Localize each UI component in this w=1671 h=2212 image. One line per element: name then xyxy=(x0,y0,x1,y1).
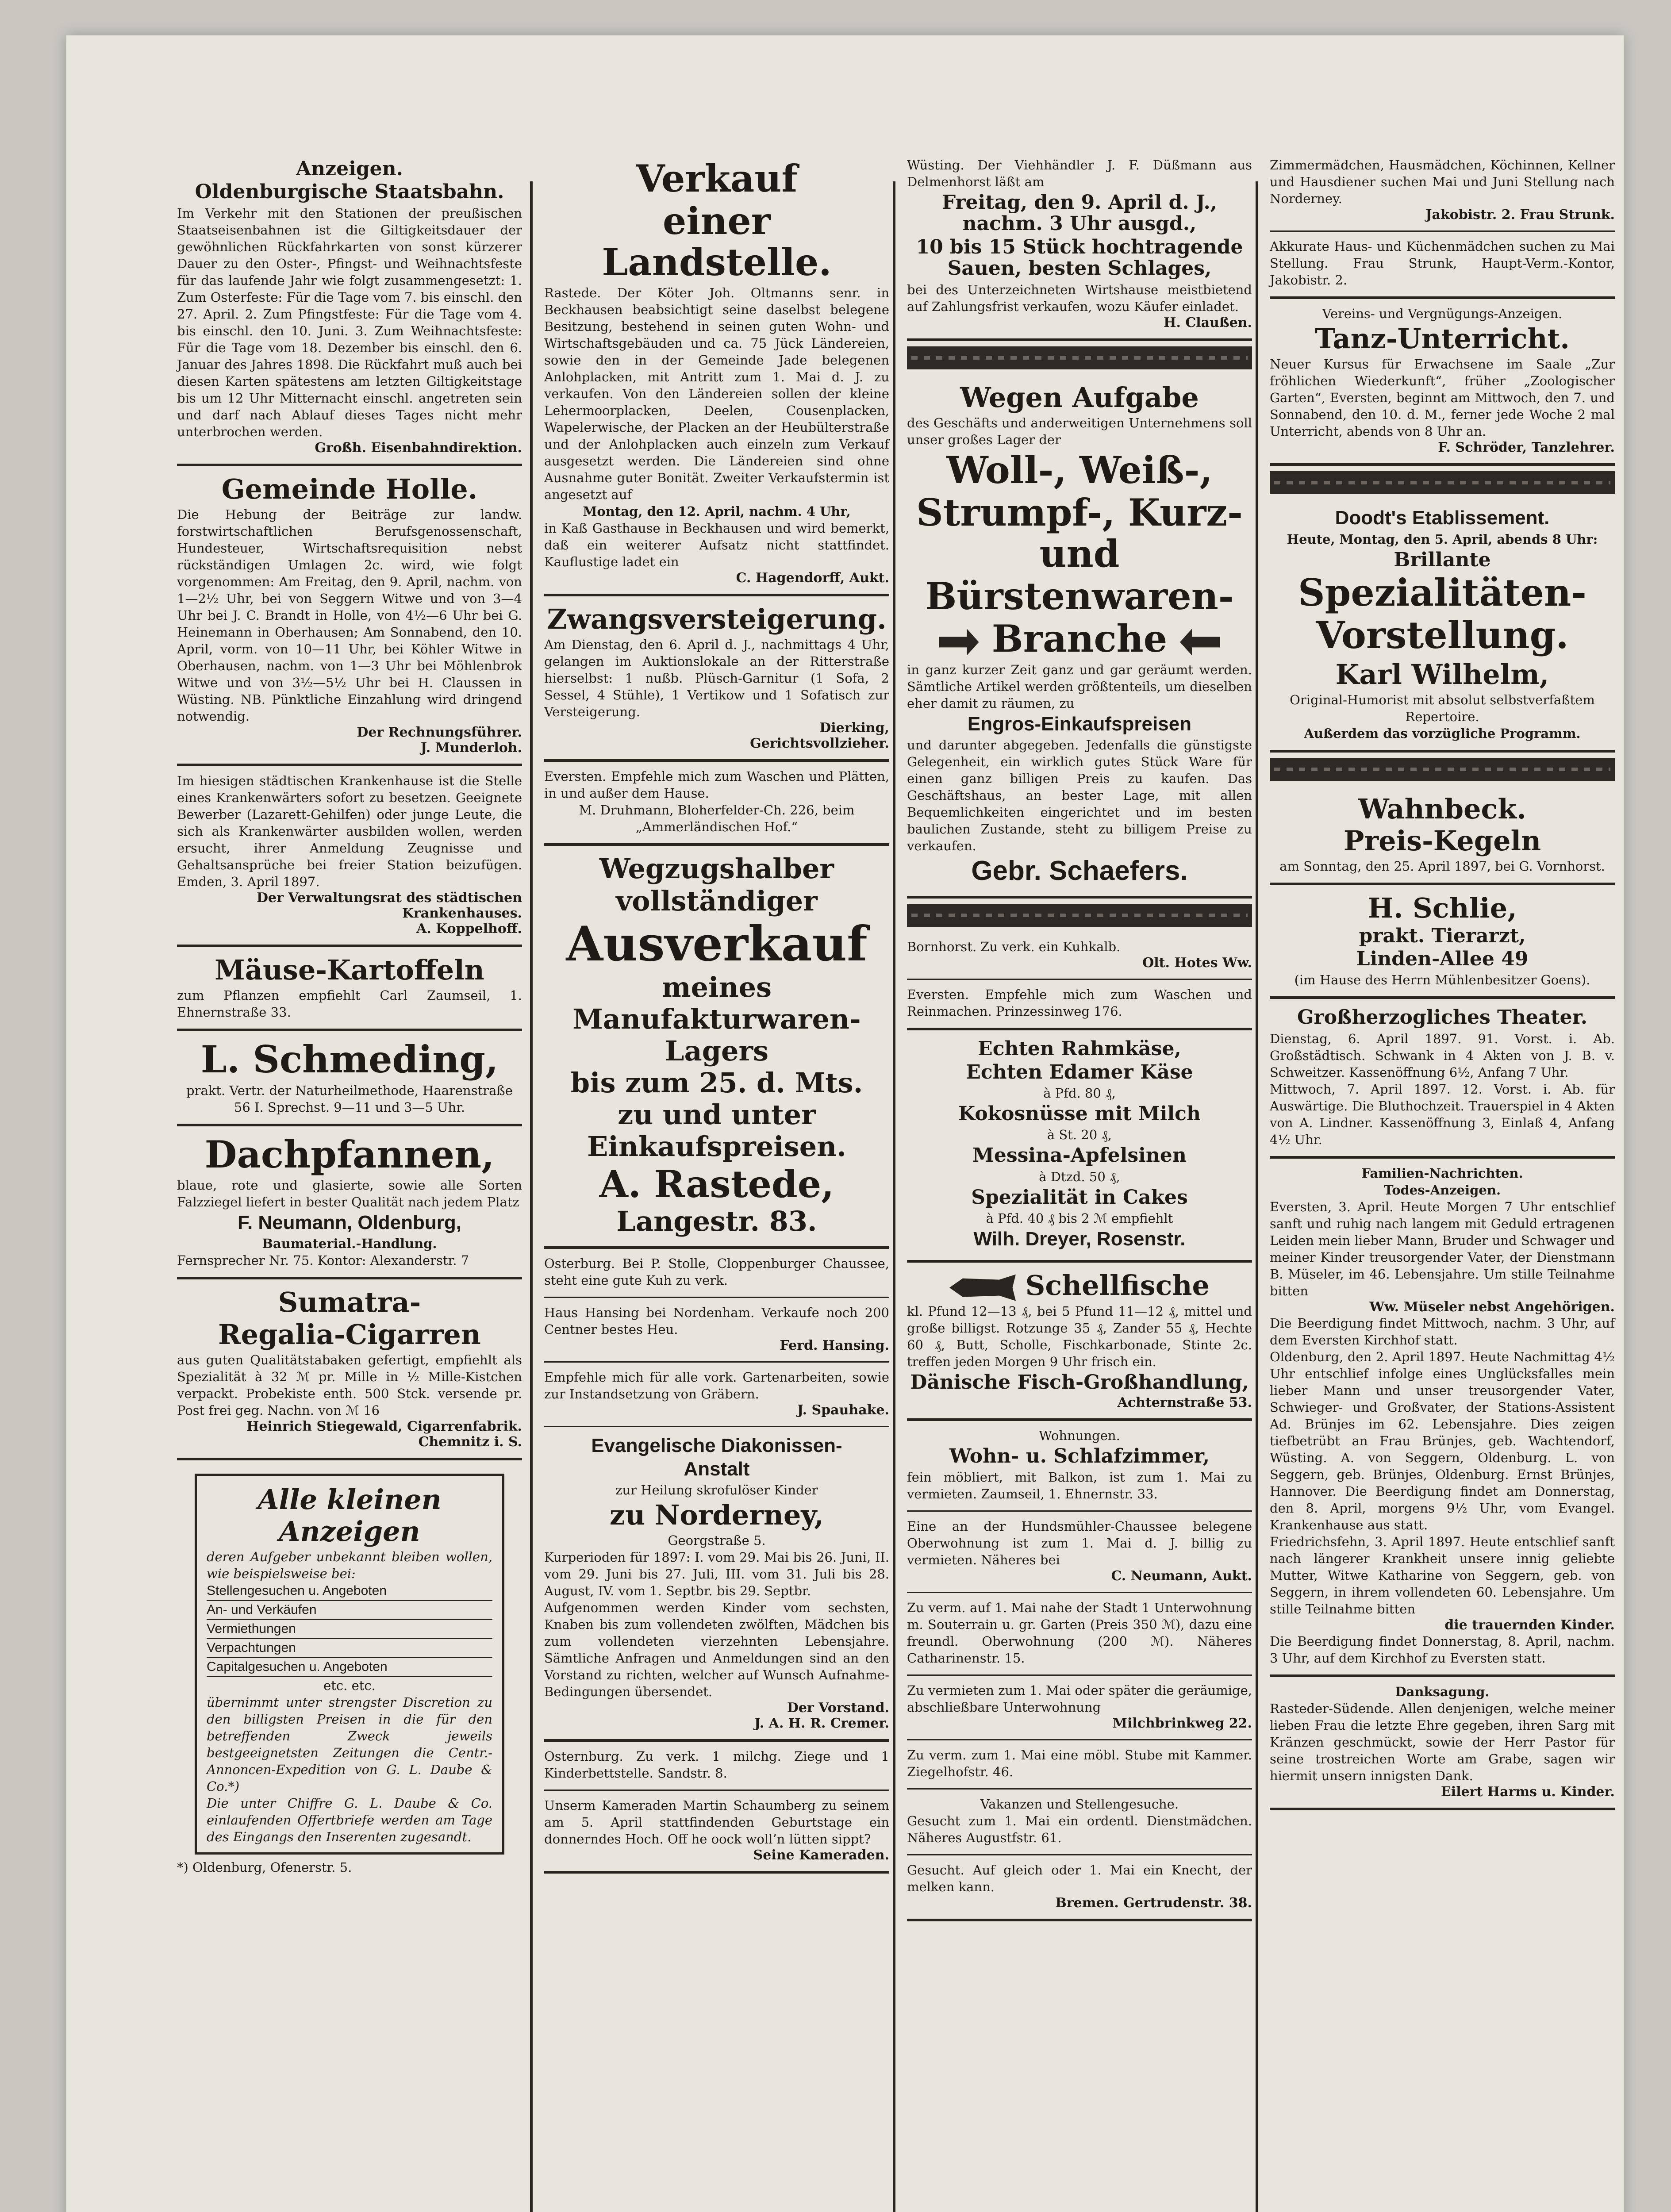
ad-title: Mäuse-Kartoffeln xyxy=(215,953,484,986)
ad-daube-box xyxy=(195,1474,504,1855)
ad-etc: etc. etc. xyxy=(323,1678,376,1694)
ad-body: Die Beerdigung findet Mittwoch, nachm. 3 Uhr, auf dem Eversten Kirchhof statt. xyxy=(1270,1315,1615,1348)
ad-body: aus guten Qualitätstabaken gefertigt, empfiehlt als Spezialität à 32 ℳ pr. Mille in ½ Mille-Kistchen verpackt. Probekiste enth. 500 Stck. versende pr. Post frei geg. Nachn. von ℳ 16 xyxy=(177,1352,522,1418)
ad-body: Empfehle mich für alle vork. Gartenarbeiten, sowie zur Instandsetzung von Gräbern. xyxy=(544,1370,889,1402)
ad-staatsbahn xyxy=(177,150,522,466)
ad-signature: Jakobistr. 2. Frau Strunk. xyxy=(1425,207,1615,223)
ad-kuhkalb xyxy=(907,932,1252,980)
ad-body: blaue, rote und glasierte, sowie alle Sorten Falzziegel liefert in bester Qualität nach jedem Platz xyxy=(177,1177,522,1210)
ad-title: Evangelische Diakonissen- xyxy=(591,1435,842,1457)
ad-date: Freitag, den 9. April d. J., nachm. 3 Uhr ausgd., xyxy=(941,191,1218,235)
ad-title: Alle kleinen xyxy=(257,1483,442,1516)
ad-body: Eversten. Empfehle mich zum Waschen und Reinmachen. Prinzessinweg 176. xyxy=(907,987,1252,1019)
ad-body: Haus Hansing bei Nordenham. Verkaufe noch 200 Centner bestes Heu. xyxy=(544,1305,889,1337)
ad-title-with-hands xyxy=(907,618,1252,659)
ad-signature: Ferd. Hansing. xyxy=(780,1338,889,1354)
ad-title: Wegen Aufgabe xyxy=(960,381,1199,414)
ad-body: Zu vermieten zum 1. Mai oder später die geräumige, abschließbare Unterwohnung xyxy=(907,1683,1252,1715)
ad-title: Oldenburgische Staatsbahn. xyxy=(195,180,504,204)
ad-body: übernimmt unter strengster Discretion zu den billigsten Preisen in die für den betreffenden Zweck jeweils bestgeeignetsten Zeitungen die Centr.-Annoncen-Expedition von G. L. Daube & Co.*) xyxy=(207,1695,492,1794)
ad-title: Woll-, Weiß-, xyxy=(946,448,1213,492)
ad-title: Lagers xyxy=(665,1034,769,1067)
ad-aufgabe xyxy=(907,375,1252,899)
ad-title: bis zum 25. d. Mts. xyxy=(570,1067,863,1099)
section-header: Vereins- und Vergnügungs-Anzeigen. xyxy=(1322,306,1563,321)
ad-title: Anzeigen xyxy=(279,1515,420,1548)
ad-signature: Seine Kameraden. xyxy=(753,1847,889,1863)
ad-title: zu und unter xyxy=(618,1098,816,1131)
ad-body: (im Hause des Herrn Mühlenbesitzer Goens). xyxy=(1294,972,1590,988)
ad-signature: H. Claußen. xyxy=(1164,315,1252,330)
ad-title: Schellfische xyxy=(1025,1269,1210,1302)
ad-footnote: *) Oldenburg, Ofenerstr. 5. xyxy=(177,1860,352,1875)
ad-signature: Der Vorstand. xyxy=(787,1700,889,1716)
ad-signature: Milchbrinkweg 22. xyxy=(1112,1716,1252,1732)
ad-signature: Heinrich Stiegewald, Cigarrenfabrik. Chemnitz i. S. xyxy=(246,1418,522,1450)
ad-price: à Pfd. 80 ₰, xyxy=(1043,1086,1116,1101)
ad-signature: C. Neumann, Aukt. xyxy=(1111,1568,1252,1584)
fish-icon xyxy=(949,1275,1016,1301)
ad-signature: A. Koppelhoff. xyxy=(416,921,522,937)
ad-body: am Sonntag, den 25. April 1897, bei G. Vornhorst. xyxy=(1279,859,1605,874)
ad-body: Rastede. Der Köter Joh. Oltmanns senr. in Beckhausen beabsichtigt seine daselbst belegene Besitzung, bestehend in seinen guten Wohn- und Wirtschaftsgebäuden und ca. 75 Jück Ländereien, sowie den in der Gemeinde Jade belegenen Anlohplacken, mit Antritt zum 1. Mai d. J. zu verkaufen. Von den Ländereien sollen der kleine Lehermoorplacken, Deelen, Cousenplacken, Wapelerwische, der Placken an der Heubülterstraße und der Anlohplacken auch einzeln zum Verkauf ausgesetzt werden. Die Ländereien sind ohne Ausnahme guter Bonität. Zweiter Verkaufstermin ist angesetzt auf xyxy=(544,285,889,503)
ad-knecht xyxy=(907,1855,1252,1921)
ad-body: zum Pflanzen empfiehlt Carl Zaumseil, 1. Ehnernstraße 33. xyxy=(177,988,522,1020)
ad-body: Wüsting. Der Viehhändler J. F. Düßmann aus Delmenhorst läßt am xyxy=(907,157,1252,189)
ad-oberwohnung xyxy=(907,1512,1252,1593)
ad-performer xyxy=(1270,658,1615,725)
ad-price: à Dtzd. 50 ₰, xyxy=(1039,1169,1120,1184)
ad-cigarren xyxy=(177,1279,522,1460)
ad-title: A. Rastede, xyxy=(599,1162,834,1206)
ad-title: Tanz-Unterricht. xyxy=(1315,323,1570,355)
column-4 xyxy=(1261,150,1624,2212)
ad-firm: F. Neumann, Oldenburg, xyxy=(237,1211,462,1233)
ad-title: Bürstenwaren- xyxy=(925,574,1234,618)
ad-milchbrink xyxy=(907,1676,1252,1740)
ad-body: Dienstag, 6. April 1897. 91. Vorst. i. Ab. Großstädtisch. Schwank in 4 Akten von J. B. v. Schweitzer. Kassenöffnung 6½, Anfang 7 Uhr. xyxy=(1270,1031,1615,1080)
ad-body: Mittwoch, 7. April 1897. 12. Vorst. i. Ab. für Auswärtige. Die Bluthochzeit. Trauerspiel in 4 Akten von A. Lindner. Kassenöffnung 3, Einlaß 4, Anfang 4½ Uhr. xyxy=(1270,1081,1615,1147)
ad-body: bei des Unterzeichneten Wirtshause meistbietend auf Zahlungsfrist verkaufen, wozu Käufer einladet. xyxy=(907,282,1252,314)
ad-tierarzt xyxy=(1270,885,1615,999)
ad-title: vollständiger xyxy=(616,884,818,917)
section-header: Danksagung. xyxy=(1395,1684,1490,1699)
ad-zwangsversteigerung xyxy=(544,596,889,762)
list-item: Stellengesuchen u. Angeboten xyxy=(207,1582,492,1601)
ad-geburtstag xyxy=(544,1791,889,1874)
ad-body: Osternburg. Zu verk. 1 milchg. Ziege und 1 Kinderbettstelle. Sandstr. 8. xyxy=(544,1749,889,1781)
ad-schellfische xyxy=(907,1263,1252,1421)
ad-danksagung xyxy=(1270,1677,1615,1810)
ad-body: fein möbliert, mit Balkon, ist zum 1. Mai zu vermieten. Zaumseil, 1. Ehnernstr. 33. xyxy=(907,1470,1252,1502)
ad-body: Akkurate Haus- und Küchenmädchen suchen zu Mai Stellung. Frau Strunk, Haupt-Verm.-Kontor, Jakobistr. 2. xyxy=(1270,239,1615,288)
ad-signature: F. Schröder, Tanzlehrer. xyxy=(1438,440,1615,456)
ad-body: Original-Humorist mit absolut selbstverfaßtem Repertoire. xyxy=(1290,692,1595,724)
ad-body: des Geschäfts und anderweitigen Unternehmens soll unser großes Lager der xyxy=(907,415,1252,447)
ad-heu xyxy=(544,1298,889,1363)
ad-signature: Dänische Fisch-Großhandlung, xyxy=(910,1371,1249,1394)
section-header: Vakanzen und Stellengesuche. xyxy=(980,1797,1179,1812)
ad-schmeding xyxy=(177,1031,522,1126)
ad-waschen xyxy=(544,762,889,846)
column-2 xyxy=(535,150,898,2212)
ad-title: Wohn- u. Schlafzimmer, xyxy=(949,1445,1210,1468)
ad-body: Die Hebung der Beiträge zur landw. forstwirtschaftlichen Berufsgenossenschaft, Hundesteuer, Wirtschaftsrequisition nebst rückständigen Umlagen 2c. wird, wie folgt vorgenommen: Am Freitag, den 9. April, nachm. von 1—2½ Uhr, bei von Seggern Witwe und von 3—4 Uhr bei J. C. Brandt in Holle, von 4½—6 Uhr bei G. Heinemann in Oberhausen; Am Sonnabend, den 10. April, vorm. von 10—11 Uhr, bei Köhler Witwe in Oberhausen, nachm. von 1—3 Uhr bei Möhlenbrok Witwe und von 3½—5½ Uhr bei H. Claussen in Wüsting. NB. Pünktliche Einzahlung wird dringend notwendig. xyxy=(177,507,522,724)
ad-doodt xyxy=(1270,499,1615,753)
column-3 xyxy=(898,150,1261,2212)
ad-title: Sumatra- xyxy=(278,1286,421,1319)
ad-intro: deren Aufgeber unbekannt bleiben wollen, wie beispielsweise bei: xyxy=(207,1549,492,1582)
ad-title: Einkaufspreisen. xyxy=(587,1130,846,1163)
ad-ausverkauf xyxy=(544,846,889,1249)
ad-body: Zu verm. auf 1. Mai nahe der Stadt 1 Unterwohnung m. Souterrain u. gr. Garten (Preis 350 ℳ), dazu eine freundl. Oberwohnung (200 ℳ). Näheres Catharinenstr. 15. xyxy=(907,1600,1252,1666)
ad-body: Im hiesigen städtischen Krankenhause ist die Stelle eines Krankenwärters sofort zu besetzen. Geeignete Bewerber (Lazarett-Gehilfen) oder junge Leute, die sich als Krankenwärter ausbilden wollen, werden ersucht, ihrer Anmeldung Zeugnisse und Gehaltsansprüche bei freier Station beizufügen. Emden, 3. April 1897. xyxy=(177,773,522,889)
ad-title: Dachpfannen, xyxy=(204,1132,495,1176)
ad-title: Brillante xyxy=(1394,548,1491,571)
section-header: Familien-Nachrichten. xyxy=(1361,1165,1523,1181)
ad-signature: Eilert Harms u. Kinder. xyxy=(1441,1784,1615,1800)
ad-signature: Ww. Müseler nebst Angehörigen. xyxy=(1369,1299,1615,1315)
ad-telephone: Fernsprecher Nr. 75. Kontor: Alexanderstr. 7 xyxy=(177,1253,469,1268)
ad-signature: Der Verwaltungsrat des städtischen Krankenhauses. xyxy=(257,890,522,921)
section-subheader: Todes-Anzeigen. xyxy=(1383,1182,1501,1198)
ad-signature: J. Spauhake. xyxy=(797,1402,889,1418)
ad-title: Karl Wilhelm, xyxy=(1335,658,1549,691)
ad-signature: M. Druhmann, Bloherfelder-Ch. 226, beim „Ammerländischen Hof.“ xyxy=(579,803,855,835)
ad-body: in ganz kurzer Zeit ganz und gar geräumt werden. Sämtliche Artikel werden größtenteils, um dieselben eher damit zu räumen, zu xyxy=(907,662,1252,711)
list-item: Capitalgesuchen u. Angeboten xyxy=(207,1658,492,1677)
ornament-bar xyxy=(907,904,1252,927)
ad-kartoffeln xyxy=(177,947,522,1031)
ad-title: Zwangsversteigerung. xyxy=(547,603,887,636)
ad-signature: die trauernden Kinder. xyxy=(1444,1617,1615,1633)
ad-price: à St. 20 ₰, xyxy=(1047,1127,1112,1143)
ad-address: Georgstraße 5. xyxy=(668,1533,766,1548)
ad-body: Zu verm. zum 1. Mai eine möbl. Stube mit Kammer. Ziegelhofstr. 46. xyxy=(907,1747,1252,1780)
ad-date: Heute, Montag, den 5. April, abends 8 Uhr: xyxy=(1287,531,1598,547)
pointing-hand-icon xyxy=(939,629,979,655)
ad-title: Anzeigen. xyxy=(296,157,403,180)
ad-title: Spezialität in Cakes xyxy=(971,1186,1188,1209)
ad-body: Gesucht zum 1. Mai ein ordentl. Dienstmädchen. Näheres Augustfstr. 61. xyxy=(907,1813,1252,1846)
ad-title: L. Schmeding, xyxy=(200,1037,499,1082)
ad-body: Die unter Chiffre G. L. Daube & Co. einlaufenden Offertbriefe werden am Tage des Eingangs den Inserenten zugesandt. xyxy=(207,1796,492,1845)
ad-kegeln xyxy=(1270,786,1615,885)
ad-body: Außerdem das vorzügliche Programm. xyxy=(1304,726,1581,741)
ad-title: Großherzogliches Theater. xyxy=(1297,1006,1588,1029)
ad-signature: Der Rechnungsführer. xyxy=(357,724,522,740)
ad-body: Zimmermädchen, Hausmädchen, Köchinnen, Kellner und Hausdiener suchen Mai und Juni Stellung nach Norderney. xyxy=(1270,157,1615,206)
ad-kuh xyxy=(544,1249,889,1298)
ad-subtitle: prakt. Tierarzt, xyxy=(1359,924,1526,947)
ad-familien xyxy=(1270,1159,1615,1677)
ad-title: Doodt's Etablissement. xyxy=(1335,507,1550,529)
ad-signature: Bremen. Gertrudenstr. 38. xyxy=(1055,1895,1252,1911)
ad-title: Regalia-Cigarren xyxy=(218,1318,481,1351)
ad-signature: Olt. Hotes Ww. xyxy=(1142,955,1252,971)
ad-dreyer xyxy=(907,1030,1252,1262)
ad-body: Eine an der Hundsmühler-Chaussee belegene Oberwohnung ist zum 1. Mai d. J. billig zu vermieten. Näheres bei xyxy=(907,1519,1252,1568)
ad-signature: Gerichtsvollzieher. xyxy=(750,736,889,752)
ad-reinmachen xyxy=(907,980,1252,1030)
ad-title: Branche xyxy=(991,617,1168,661)
ad-body: à Pfd. 40 ₰ bis 2 ℳ empfiehlt xyxy=(986,1211,1173,1226)
ad-title: Kokosnüsse mit Milch xyxy=(958,1102,1201,1125)
ad-theater xyxy=(1270,999,1615,1158)
ad-date: Montag, den 12. April, nachm. 4 Uhr, xyxy=(583,504,851,519)
ad-body: Bornhorst. Zu verk. ein Kuhkalb. xyxy=(907,939,1121,955)
list-item: Vermiethungen xyxy=(207,1620,492,1639)
ad-garten xyxy=(544,1363,889,1427)
ad-title: Anstalt xyxy=(684,1458,750,1480)
ornament-bar xyxy=(1270,758,1615,781)
ad-signature: Wilh. Dreyer, Rosenstr. xyxy=(973,1228,1186,1250)
ad-firm-sub: Baumaterial.-Handlung. xyxy=(262,1236,437,1252)
ad-sauen xyxy=(907,150,1252,341)
ad-body: Neuer Kursus für Erwachsene im Saale „Zur fröhlichen Wiederkunft“, früher „Zoologischer Garten“, Eversten, beginnt am Mittwoch, den 7. und Sonnabend, den 10. d. M., ferner jede Woche 2 mal Unterricht, abends von 8 Uhr an. xyxy=(1270,357,1615,439)
ad-signature: J. A. H. R. Cremer. xyxy=(754,1716,889,1732)
ad-krankenhaus xyxy=(177,766,522,947)
ad-title: Wahnbeck. xyxy=(1358,792,1526,825)
ornament-bar xyxy=(907,346,1252,369)
ad-title: einer Landstelle. xyxy=(602,199,832,284)
ad-signature: Großh. Eisenbahndirektion. xyxy=(315,440,522,456)
ad-periods: Kurperioden für 1897: I. vom 29. Mai bis 26. Juni, II. vom 29. Juni bis 27. Juli, III. vom 31. Juli bis 28. August, IV. vom 1. Septbr. bis 29. Septbr. xyxy=(544,1550,889,1599)
ad-body: Friedrichsfehn, 3. April 1897. Heute entschlief sanft nach längerer Krankheit unsere innig geliebte Mutter, Witwe Katharine von Seggern, geb. von Seggern, in ihrem vollendeten 60. Lebensjahre. Um stille Teilnahme bitten xyxy=(1270,1534,1615,1617)
ad-norderney-stellen xyxy=(1270,150,1615,232)
list-item: An- und Verkäufen xyxy=(207,1601,492,1620)
ad-dachpfannen xyxy=(177,1126,522,1280)
ad-body: Gesucht. Auf gleich oder 1. Mai ein Knecht, der melken kann. xyxy=(907,1863,1252,1895)
ad-dienstmaedchen xyxy=(907,1790,1252,1855)
ad-title: Spezialitäten- xyxy=(1298,570,1587,614)
ad-title: H. Schlie, xyxy=(1368,892,1517,925)
ad-gemeinde-holle xyxy=(177,466,522,766)
ad-title: 10 bis 15 Stück hochtragende Sauen, besten Schlages, xyxy=(916,235,1243,280)
ad-title: Langestr. 83. xyxy=(616,1205,817,1238)
ad-signature: C. Hagendorff, Aukt. xyxy=(736,570,889,586)
ad-title: Wegzugshalber xyxy=(599,853,834,885)
ad-address: Linden-Allee 49 xyxy=(1356,947,1529,970)
section-header: Wohnungen. xyxy=(1039,1428,1120,1444)
ad-body: prakt. Vertr. der Naturheilmethode, Haarenstraße 56 I. Sprechst. 9—11 und 3—5 Uhr. xyxy=(186,1083,513,1115)
newspaper-page xyxy=(66,35,1624,2212)
ad-body: Eversten. Empfehle mich zum Waschen und Plätten, in und außer dem Hause. xyxy=(544,769,889,801)
ad-diakonissen xyxy=(544,1427,889,1742)
ad-title: Verkauf xyxy=(636,157,798,200)
ad-title: Ausverkauf xyxy=(566,916,868,972)
ad-body: Oldenburg, den 2. April 1897. Heute Nachmittag 4½ Uhr entschlief infolge eines Unglücksfalles mein lieber Mann und unser treusorgender Vater, Schwieger- und Großvater, der Stations-Assistent Ad. Brünjes im 62. Lebensjahre. Dies zeigen tiefbetrübt an Frau Brünjes, geb. Wachtendorf, Wüsting. A. von Seggern, Oldenburg. L. von Seggern, geb. Brünjes, Oldenburg. Ernst Brünjes, Hannover. Die Beerdigung findet am Donnerstag, den 8. April, morgens 9½ Uhr, vom Evangel. Krankenhause aus statt. xyxy=(1270,1349,1615,1532)
ad-body: Unserm Kameraden Martin Schaumberg zu seinem am 5. April stattfindenden Geburtstage ein donnerndes Hoch. Off he oock woll’n lütten sippt? xyxy=(544,1798,889,1847)
ad-body: Im Verkehr mit den Stationen der preußischen Staatseisenbahnen ist die Giltigkeitsdauer der gewöhnlichen Rückfahrkarten von sonst kürzerer Dauer zu den Oster-, Pfingst- und Weihnachtsfeste für das laufende Jahr wie folgt zusammengesetzt: 1. Zum Osterfeste: Für die Tage vom 7. bis einschl. den 27. April. 2. Zum Pfingstfeste: Für die Tage vom 4. bis einschl. den 10. Juni. 3. Zum Weihnachtsfeste: Für die Tage vom 18. Dezember bis einschl. den 6. Januar des Jahres 1898. Die Rückfahrt muß auch bei diesen Karten spätestens am letzten Giltigkeitstage bis um 12 Uhr Mitternacht einschl. angetreten sein und darf nach Ablauf dieses Tages nicht mehr unterbrochen werden. xyxy=(177,205,522,439)
pointing-hand-icon xyxy=(1180,629,1220,655)
ad-title: Engros-Einkaufspreisen xyxy=(967,713,1192,735)
ad-strunk xyxy=(1270,232,1615,299)
ad-title: Gemeinde Holle. xyxy=(221,472,478,505)
ad-signature: J. Munderloh. xyxy=(420,740,522,756)
ad-body: kl. Pfund 12—13 ₰, bei 5 Pfund 11—12 ₰, mittel und große billigst. Rotzunge 35 ₰, Zander 55 ₰, Hechte 60 ₰, Butt, Scholle, Fischkarbonade, Stinte 2c. treffen jeden Morgen 9 Uhr frisch ein. xyxy=(907,1303,1252,1369)
ad-wohnzimmer xyxy=(907,1421,1252,1512)
ad-title: Echten Edamer Käse xyxy=(966,1060,1193,1083)
ad-title: zu Norderney, xyxy=(609,1499,824,1532)
ad-subtitle: zur Heilung skrofulöser Kinder xyxy=(615,1482,818,1498)
ad-body: in Kaß Gasthause in Beckhausen und wird bemerkt, daß ein weiterer Aufsatz nicht stattfindet. Kauflustige ladet ein xyxy=(544,521,889,570)
ad-title: Manufakturwaren- xyxy=(572,1002,861,1035)
ad-tanz xyxy=(1270,299,1615,466)
ad-stube xyxy=(907,1740,1252,1790)
ad-title-with-fish xyxy=(907,1271,1252,1301)
ad-body: Osterburg. Bei P. Stolle, Cloppenburger Chaussee, steht eine gute Kuh zu verk. xyxy=(544,1256,889,1288)
ad-body: Am Dienstag, den 6. April d. J., nachmittags 4 Uhr, gelangen im Auktionslokale an der Ritterstraße hierselbst: 1 nußb. Plüsch-Garnitur (1 Sofa, 2 Sessel, 4 Stühle), 1 Vertikow und 1 Sofatisch zur Versteigerung. xyxy=(544,637,889,720)
ad-unterwohnung xyxy=(907,1593,1252,1676)
list-item: Verpachtungen xyxy=(207,1639,492,1658)
ad-title: Vorstellung. xyxy=(1316,613,1569,657)
ad-signature: Dierking, xyxy=(819,720,889,736)
ad-body: und darunter abgegeben. Jedenfalls die günstigste Gelegenheit, ein wirklich gutes Stück Ware für einen ganz billigen Preis zu kaufen. Das Geschäftshaus, an bester Lage, mit allen Bequemlichkeiten eingerichtet und im besten baulichen Zustande, steht zu billigem Preise zu verkaufen. xyxy=(907,737,1252,854)
ad-body: Aufgenommen werden Kinder vom sechsten, Knaben bis zum vollendeten zwölften, Mädchen bis zum vollendeten vierzehnten Lebensjahre. Sämtliche Anfragen und Anmeldungen sind an den Vorstand zu richten, welcher auf Wunsch Aufnahme-Bedingungen übersendet. xyxy=(544,1600,889,1700)
ad-body: Die Beerdigung findet Donnerstag, 8. April, nachm. 3 Uhr, auf dem Kirchhof zu Eversten statt. xyxy=(1270,1633,1615,1666)
ad-signature: Achternstraße 53. xyxy=(1117,1395,1252,1411)
ad-title: Gebr. Schaefers. xyxy=(971,856,1188,887)
ad-title: Echten Rahmkäse, xyxy=(978,1037,1181,1060)
ad-list xyxy=(207,1582,492,1677)
ad-ziege xyxy=(544,1742,889,1791)
ad-title: meines xyxy=(661,971,772,1003)
ad-title: Strumpf-, Kurz- und xyxy=(916,491,1243,576)
ad-landstelle xyxy=(544,150,889,596)
ad-body: Eversten, 3. April. Heute Morgen 7 Uhr entschlief sanft und ruhig nach langem mit Geduld ertragenen Leiden mein lieber Mann, Bruder und Schwager und meiner Kinder treusorgender Vater, der Dienstmann B. Müseler, im 46. Lebensjahre. Um stille Teilnahme bitten xyxy=(1270,1199,1615,1298)
ornament-bar xyxy=(1270,471,1615,494)
ad-title: Messina-Apfelsinen xyxy=(972,1144,1187,1167)
column-1 xyxy=(168,150,531,2212)
ad-body: Rasteder-Südende. Allen denjenigen, welche meiner lieben Frau die letzte Ehre gegeben, ihren Sarg mit Kränzen geschmückt, sowie der Herr Pastor für seine trostreichen Worte am Grabe, sagen wir hiermit unsern innigsten Dank. xyxy=(1270,1701,1615,1783)
ad-title: Preis-Kegeln xyxy=(1343,825,1541,857)
